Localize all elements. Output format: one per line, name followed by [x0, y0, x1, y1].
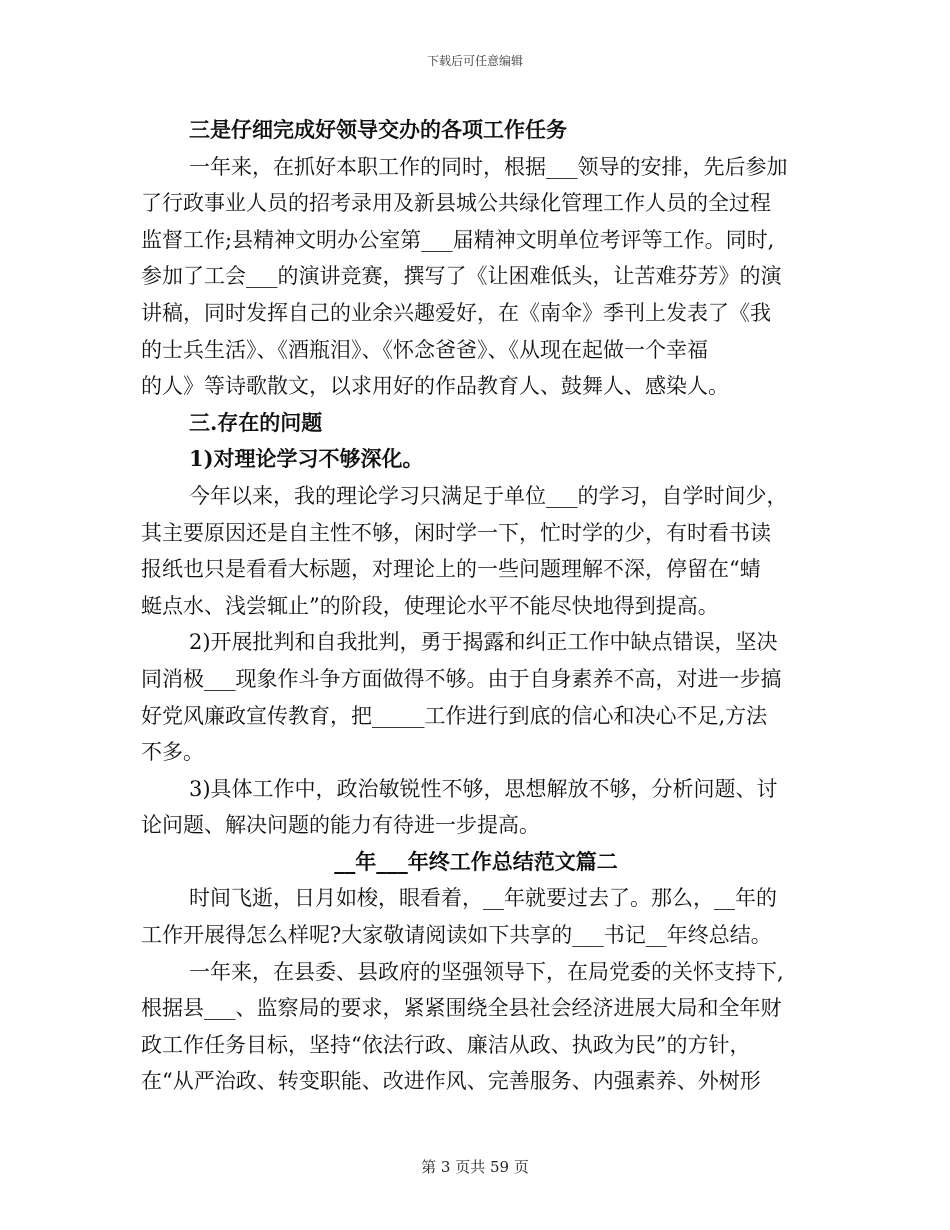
- paragraph-line: 政工作任务目标，坚持“依法行政、廉洁从政、执政为民”的方针，: [141, 1032, 751, 1057]
- document-body: [141, 112, 811, 1100]
- paragraph-line: 工作开展得怎么样呢?大家敬请阅读如下共享的___书记__年终总结。: [141, 923, 772, 948]
- page-footer: 第 3 页共 59 页: [421, 1158, 529, 1176]
- paragraph-line: 了行政事业人员的招考录用及新县城公共绿化管理工作人员的全过程: [141, 191, 771, 216]
- paragraph-line: 一年来，在抓好本职工作的同时，根据___领导的安排，先后参加: [189, 154, 788, 179]
- paragraph-line: 讲稿，同时发挥自己的业余兴趣爱好，在《南伞》季刊上发表了《我: [141, 300, 771, 325]
- paragraph-line: 其主要原因还是自主性不够，闲时学一下，忙时学的少，有时看书读: [141, 520, 771, 545]
- paragraph-line: 蜓点水、浅尝辄止”的阶段，使理论水平不能尽快地得到提高。: [141, 593, 719, 618]
- paragraph-line: 监督工作;县精神文明办公室第___届精神文明单位考评等工作。同时,: [141, 227, 775, 252]
- paragraph-line: 2)开展批判和自我批判，勇于揭露和纠正工作中缺点错误，坚决: [189, 630, 778, 655]
- paragraph-line: 不多。: [141, 740, 204, 765]
- paragraph-line: 时间飞逝，日月如梭，眼看着，__年就要过去了。那么，__年的: [189, 886, 777, 911]
- subsection-heading: 1)对理论学习不够深化。: [189, 446, 424, 472]
- paragraph-line: 同消极___现象作斗争方面做得不够。由于自身素养不高，对进一步搞: [141, 666, 782, 691]
- page-header: 下载后可任意编辑: [426, 54, 523, 68]
- paragraph-line: 的士兵生活》、《酒瓶泪》、《怀念爸爸》、《从现在起做一个幸福: [141, 337, 708, 362]
- paragraph-line: 参加了工会___的演讲竞赛，撰写了《让困难低头，让苦难芬芳》的演: [141, 264, 782, 289]
- paragraph-line: 好党风廉政宣传教育，把_____工作进行到底的信心和决心不足,方法: [141, 703, 768, 728]
- section-heading: 三是仔细完成好领导交办的各项工作任务: [189, 117, 567, 142]
- paragraph-line: 论问题、解决问题的能力有待进一步提高。: [141, 813, 540, 838]
- paragraph-line: 报纸也只是看看大标题，对理论上的一些问题理解不深，停留在“蜻: [141, 557, 761, 582]
- paragraph-line: 一年来，在县委、县政府的坚强领导下，在局党委的关怀支持下,: [189, 959, 784, 984]
- paragraph-line: 3)具体工作中，政治敏锐性不够，思想解放不够，分析问题、讨: [189, 776, 778, 801]
- section-heading: 三.存在的问题: [189, 409, 323, 435]
- paragraph-line: 今年以来，我的理论学习只满足于单位___的学习，自学时间少，: [189, 483, 788, 508]
- paragraph-line: 在“从严治政、转变职能、改进作风、完善服务、内强素养、外树形: [141, 1069, 761, 1094]
- paragraph-line: 根据县___、监察局的要求，紧紧围绕全县社会经济进展大局和全年财: [141, 996, 782, 1021]
- article-title: __年___年终工作总结范文篇二: [334, 848, 618, 874]
- paragraph-line: 的人》等诗歌散文，以求用好的作品教育人、鼓舞人、感染人。: [141, 374, 729, 399]
